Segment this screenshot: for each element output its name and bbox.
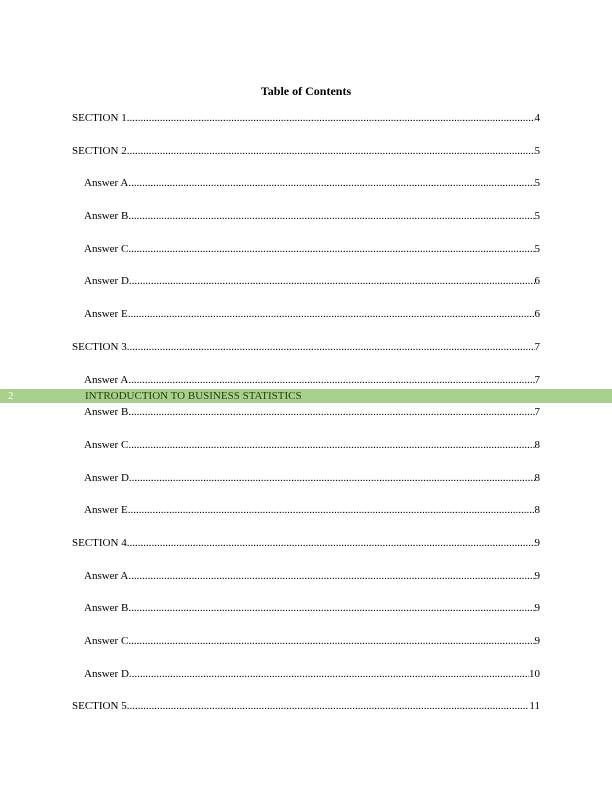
toc-entry[interactable]	[72, 502, 540, 535]
toc-entry[interactable]	[72, 110, 540, 143]
toc-entry-page: 10	[529, 667, 540, 680]
toc-list	[72, 110, 540, 731]
toc-dot-leader	[128, 372, 534, 388]
toc-dot-leader	[128, 404, 534, 420]
toc-entry[interactable]	[72, 175, 540, 208]
toc-entry-page: 8	[534, 504, 540, 517]
page-number: 2	[8, 390, 14, 402]
toc-entry[interactable]	[72, 208, 540, 241]
toc-dot-leader	[129, 470, 535, 486]
toc-entry[interactable]	[72, 568, 540, 601]
toc-dot-leader	[128, 633, 534, 649]
toc-entry-page: 8	[534, 438, 540, 451]
toc-dot-leader	[128, 208, 534, 224]
toc-entry-label: Answer A	[84, 373, 129, 386]
toc-entry[interactable]	[72, 339, 540, 372]
toc-title: Table of Contents	[260, 84, 352, 98]
toc-dot-leader	[128, 502, 535, 518]
toc-entry-page: 4	[534, 112, 540, 124]
toc-entry-label: SECTION 4	[72, 536, 127, 549]
toc-entry[interactable]	[72, 306, 540, 339]
toc-dot-leader	[128, 437, 534, 453]
toc-dot-leader	[127, 535, 535, 551]
toc-entry-label: Answer A	[84, 177, 129, 190]
toc-dot-leader	[127, 110, 535, 126]
toc-dot-leader	[129, 273, 535, 289]
toc-entry[interactable]	[72, 535, 540, 568]
toc-entry[interactable]	[72, 143, 540, 176]
toc-entry-page: 7	[534, 406, 540, 419]
toc-entry-page: 11	[529, 700, 540, 713]
toc-entry-label: SECTION 2	[72, 144, 127, 157]
toc-entry-page: 9	[534, 536, 540, 549]
toc-entry-page: 9	[534, 635, 540, 647]
toc-entry-label: Answer C	[84, 635, 129, 647]
toc-entry[interactable]	[72, 600, 540, 633]
toc-entry-label: Answer B	[84, 406, 129, 419]
toc-entry-label: SECTION 3	[72, 340, 127, 353]
toc-entry-label: Answer D	[84, 471, 129, 484]
toc-dot-leader	[128, 241, 534, 257]
toc-entry-label: Answer E	[84, 504, 128, 517]
toc-entry-page: 9	[534, 569, 540, 582]
toc-entry[interactable]	[72, 404, 540, 437]
toc-entry[interactable]	[72, 273, 540, 306]
toc-entry-page: 5	[534, 242, 540, 255]
toc-entry-label: Answer C	[84, 438, 129, 451]
toc-dot-leader	[127, 698, 530, 714]
toc-dot-leader	[128, 306, 535, 322]
toc-entry[interactable]	[72, 241, 540, 274]
toc-dot-leader	[127, 143, 535, 159]
toc-entry-label: Answer D	[84, 667, 129, 680]
toc-dot-leader	[129, 666, 529, 682]
toc-entry-label: Answer A	[84, 569, 129, 582]
toc-entry-page: 7	[534, 340, 540, 353]
toc-entry-page: 8	[534, 471, 540, 484]
toc-entry-label: Answer E	[84, 308, 128, 321]
toc-entry-label: SECTION 1	[72, 112, 127, 124]
toc-entry-page: 6	[534, 308, 540, 321]
toc-entry-page: 5	[534, 177, 540, 190]
toc-entry-page: 7	[534, 373, 540, 386]
toc-entry-label: Answer B	[84, 602, 129, 615]
toc-entry[interactable]	[72, 437, 540, 470]
toc-entry-label: Answer C	[84, 242, 129, 255]
toc-dot-leader	[128, 568, 534, 584]
toc-dot-leader	[127, 339, 535, 355]
toc-dot-leader	[128, 175, 534, 191]
toc-entry-label: Answer D	[84, 275, 129, 288]
toc-dot-leader	[128, 600, 534, 616]
toc-entry[interactable]	[72, 666, 540, 699]
toc-entry[interactable]	[72, 633, 540, 666]
toc-entry-label: SECTION 5	[72, 700, 127, 713]
running-header-title: INTRODUCTION TO BUSINESS STATISTICS	[85, 390, 302, 402]
toc-entry-page: 5	[534, 144, 540, 157]
running-header-band	[0, 389, 612, 403]
toc-entry-page: 6	[534, 275, 540, 288]
toc-entry-page: 5	[534, 210, 540, 223]
toc-entry[interactable]	[72, 698, 540, 731]
toc-entry[interactable]	[72, 470, 540, 503]
toc-entry-page: 9	[534, 602, 540, 615]
toc-entry-label: Answer B	[84, 210, 129, 223]
